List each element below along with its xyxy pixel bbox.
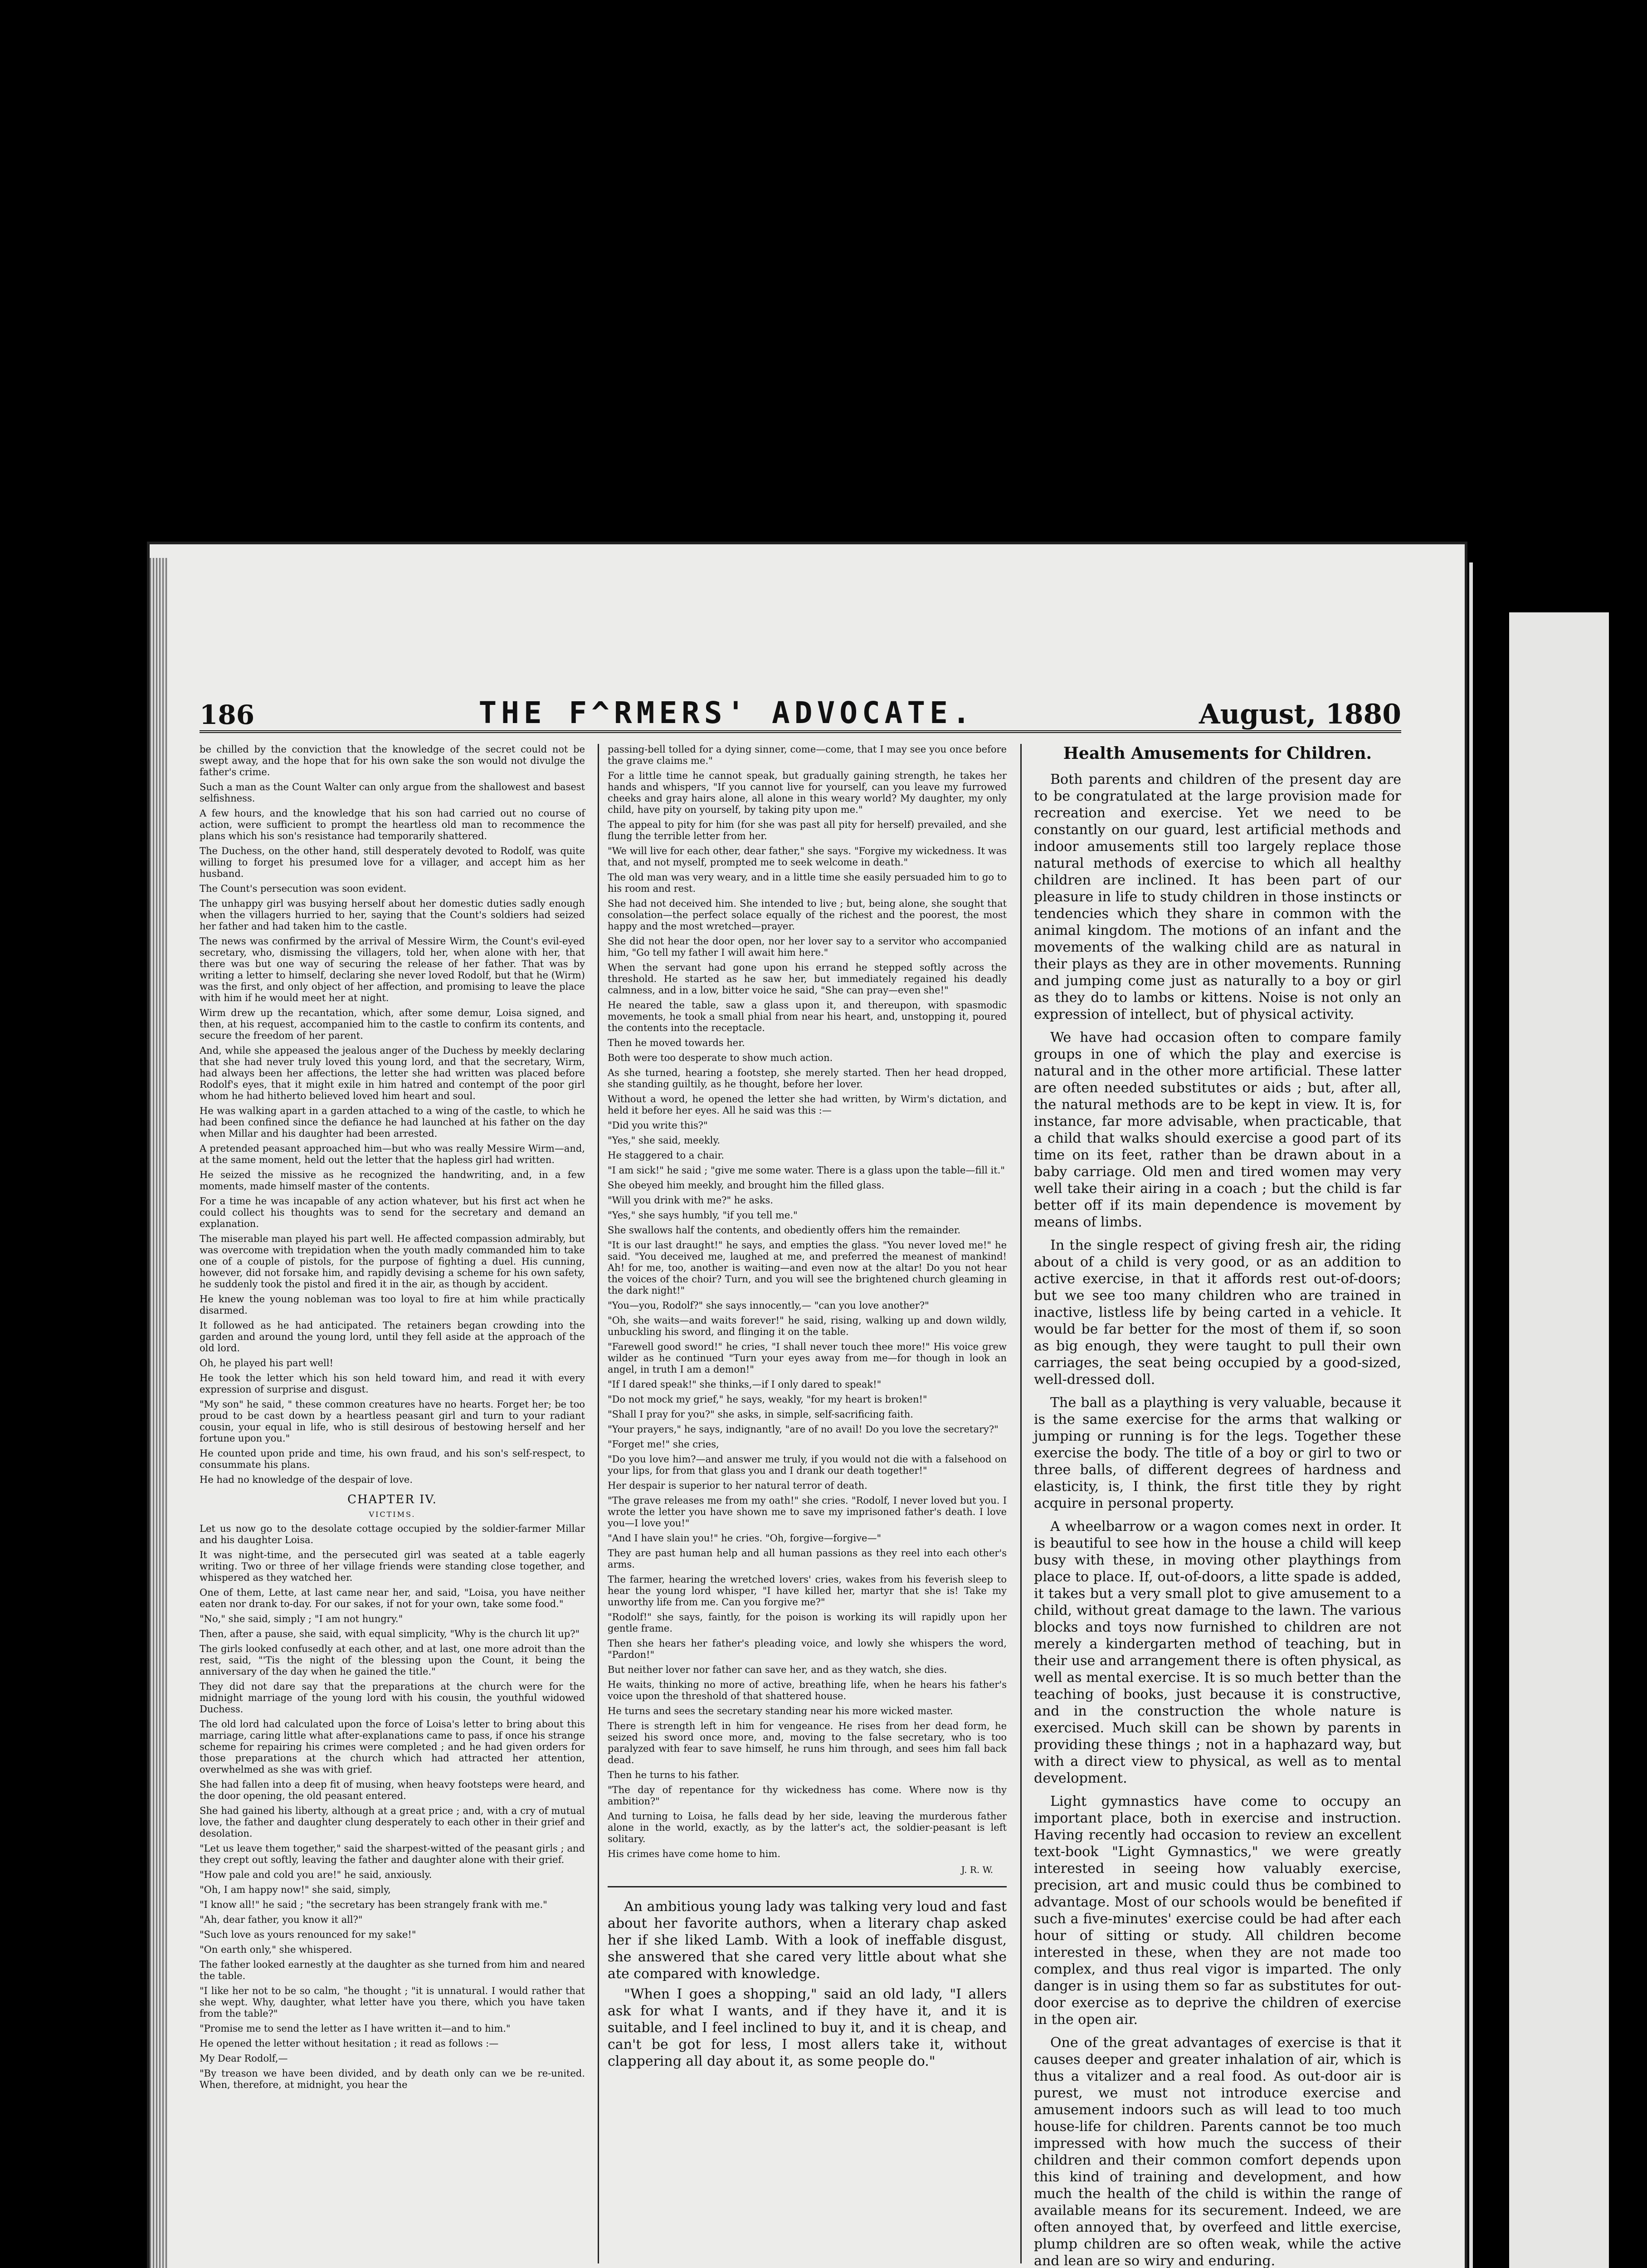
paragraph: The old man was very weary, and in a little time she easily persuaded him to go to his room and rest. (608, 872, 1007, 894)
paragraph: Then she hears her father's pleading voice, and lowly she whispers the word, "Pardon!" (608, 1638, 1007, 1660)
paragraph: "It is our last draught!" he says, and empties the glass. "You never loved me!" he said. "You deceived me, laughed at me, and preferred the meanest of mankind! Ah! for me, too, another is waiting—and even now at the altar! Do you not hear the voices of the choir? Turn, and you will see the brightened church gleaming in the dark night!" (608, 1240, 1007, 1296)
article-heading: Health Amusements for Children. (1063, 744, 1372, 763)
paragraph: "I like her not to be so calm, "he thought ; "it is unnatural. I would rather that she wept. Why, daughter, what letter have you there, which you have taken from the table?" (200, 1985, 585, 2019)
paragraph: A few hours, and the knowledge that his son had carried out no course of action, were sufficient to prompt the heartless old man to recommence the plans which his son's resistance had temporarily shattered. (200, 808, 585, 841)
paragraph: "Yes," she says humbly, "if you tell me." (608, 1210, 798, 1221)
chapter-heading: CHAPTER IV. (347, 1493, 437, 1506)
paragraph: The farmer, hearing the wretched lovers' cries, wakes from his feverish sleep to hear the young lord whisper, "I have killed her, martyr that she is! Take my unworthy life from me. Can you forgive me?" (608, 1574, 1007, 1608)
paragraph: Oh, he played his part well! (200, 1358, 333, 1369)
paragraph: They did not dare say that the preparations at the church were for the midnight marriage of the young lord with his cousin, the youthful widowed Duchess. (200, 1681, 585, 1715)
paragraph: The unhappy girl was busying herself about her domestic duties sadly enough when the villagers hurried to her, saying that the Count's soldiers had seized her father and had taken him to the castle. (200, 898, 585, 932)
paragraph: "Forget me!" she cries, (608, 1439, 719, 1450)
paragraph: "Let us leave them together," said the sharpest-witted of the peasant girls ; and they crept out softly, leaving the father and daughter alone with their grief. (200, 1843, 585, 1865)
paragraph: "By treason we have been divided, and by death only can we be re-united. When, therefore, at midnight, you hear the (200, 2068, 585, 2090)
paragraph: "Your prayers," he says, indignantly, "are of no avail! Do you love the secretary?" (608, 1424, 999, 1435)
paragraph: He waits, thinking no more of active, breathing life, when he hears his father's voice upon the threshold of that shattered house. (608, 1679, 1007, 1701)
column-divider (1020, 744, 1022, 2263)
page-number: 186 (200, 699, 255, 730)
paragraph: "Oh, she waits—and waits forever!" he said, rising, walking up and down wildly, unbuckling his sword, and flinging it on the table. (608, 1315, 1007, 1337)
author-signature: J. R. W. (961, 1864, 993, 1875)
paragraph: She had fallen into a deep fit of musing, when heavy footsteps were heard, and the door opening, the old peasant entered. (200, 1779, 585, 1801)
column-2-serial-story (608, 744, 1007, 2073)
paragraph: "Yes," she said, meekly. (608, 1135, 721, 1146)
paragraph: The old lord had calculated upon the force of Loisa's letter to bring about this marriage, caring little what after-explanations came to pass, if once his strange scheme for repairing his crimes were completed ; and he had given orders for those preparations at the church which had attracted her attention, overwhelmed as she was with grief. (200, 1719, 585, 1775)
paragraph: "No," she said, simply ; "I am not hungry." (200, 1613, 403, 1624)
anecdotes (608, 1898, 1007, 2070)
paragraph: The girls looked confusedly at each other, and at last, one more adroit than the rest, said, "'Tis the night of the blessing upon the Count, it being the anniversary of the day when he gained the title." (200, 1643, 585, 1677)
paragraph: "I know all!" he said ; "the secretary has been strangely frank with me." (200, 1899, 547, 1910)
paragraph: "Will you drink with me?" he asks. (608, 1195, 773, 1206)
paragraph: The Count's persecution was soon evident. (200, 883, 407, 894)
paragraph: "Rodolf!" she says, faintly, for the poison is working its will rapidly upon her gentle frame. (608, 1612, 1007, 1634)
paragraph: The Duchess, on the other hand, still desperately devoted to Rodolf, was quite willing to forget his presumed love for a villager, and accept him as her husband. (200, 846, 585, 879)
chapter-subtitle: VICTIMS. (369, 1510, 416, 1519)
paragraph: And, while she appeased the jealous anger of the Duchess by meekly declaring that she had never truly loved this young lord, and that the secretary, Wirm, had always been her affections, the letter she had written was placed before Rodolf's eyes, that it might exile in him hatred and contempt of the poor girl whom he had hitherto believed loved him heart and soul. (200, 1045, 585, 1101)
paragraph: For a little time he cannot speak, but gradually gaining strength, he takes her hands and whispers, "If you cannot live for yourself, can you leave my furrowed cheeks and gray hairs alone, all alone in this weary world? My daughter, my only child, have pity on yourself, by taking pity upon me." (608, 770, 1007, 815)
page-header (200, 680, 1401, 733)
story-paragraphs (608, 744, 1007, 1860)
paragraph: He opened the letter without hesitation ; it read as follows :— (200, 2038, 499, 2049)
paragraph: "Oh, I am happy now!" she said, simply, (200, 1884, 391, 1895)
paragraph: She had not deceived him. She intended to live ; but, being alone, she sought that consolation—the perfect solace equally of the richest and the poorest, the most happy and the most wretched—prayer. (608, 898, 1007, 932)
paragraph: She obeyed him meekly, and brought him the filled glass. (608, 1180, 885, 1191)
paragraph: A wheelbarrow or a wagon comes next in order. It is beautiful to see how in the house a child will keep busy with these, in moving other playthings from place to place. If, out-of-doors, a litte spade is added, it takes but a very small plot to give amusement to a child, without great damage to the lawn. The various blocks and toys now furnished to children are not merely a kindergarten method of teaching, but in their use and arrangement there is often physical, as well as mental exercise. It is so much better than the teaching of books, just because it is constructive, and in the construction the whole nature is exercised. Much skill can be shown by parents in providing these things ; not in a haphazard way, but with a direct view to physical, as well as to mental development. (1034, 1519, 1401, 1786)
paragraph: She had gained his liberty, although at a great price ; and, with a cry of mutual love, the father and daughter clung desperately to each other in their grief and desolation. (200, 1805, 585, 1839)
paragraph: "The grave releases me from my oath!" she cries. "Rodolf, I never loved but you. I wrote the letter you have shown me to save my imprisoned father's death. I love you—I love you!" (608, 1495, 1007, 1529)
paragraph: "When I goes a shopping," said an old lady, "I allers ask for what I wants, and if they have it, and it is suitable, and I feel inclined to buy it, and it is cheap, and can't be got for less, I most allers take it, without clappering all day about it, as some people do." (608, 1986, 1007, 2069)
paragraph: "The day of repentance for thy wickedness has come. Where now is thy ambition?" (608, 1784, 1007, 1807)
paragraph: He took the letter which his son held toward him, and read it with every expression of surprise and disgust. (200, 1373, 585, 1395)
paragraph: The father looked earnestly at the daughter as she turned from him and neared the table. (200, 1959, 585, 1981)
paragraph: "Such love as yours renounced for my sake!" (200, 1929, 416, 1940)
paragraph: He had no knowledge of the despair of love. (200, 1474, 413, 1485)
article-paragraphs (1034, 771, 1401, 2268)
paragraph: "Promise me to send the letter as I have written it—and to him." (200, 2023, 511, 2034)
paragraph: Wirm drew up the recantation, which, after some demur, Loisa signed, and then, at his request, accompanied him to the castle to confirm its contents, and secure the freedom of her parent. (200, 1007, 585, 1041)
story-paragraphs (200, 744, 585, 1486)
newspaper-page (150, 544, 1465, 2268)
paragraph: The appeal to pity for him (for she was past all pity for herself) prevailed, and she flung the terrible letter from her. (608, 819, 1007, 841)
paragraph: "Farewell good sword!" he cries, "I shall never touch thee more!" His voice grew wilder as he continued "Turn your eyes away from me—for though in look an angel, in truth I am a demon!" (608, 1341, 1007, 1375)
paragraph: Then he turns to his father. (608, 1769, 740, 1780)
paragraph: When the servant had gone upon his errand he stepped softly across the threshold. He started as he saw her, but immediately regained his deadly calmness, and in a low, bitter voice he said, "She can pray—even she!" (608, 962, 1007, 996)
book-binding (150, 558, 168, 2268)
paragraph: "Do not mock my grief," he says, weakly, "for my heart is broken!" (608, 1394, 927, 1405)
column-1-serial-story (200, 744, 585, 2094)
masthead-title: THE F^RMERS' ADVOCATE. (478, 695, 975, 730)
paragraph: They are past human help and all human passions as they reel into each other's arms. (608, 1548, 1007, 1570)
paragraph: One of the great advantages of exercise is that it causes deeper and greater inhalation of air, which is thus a vitalizer and a real food. As out-door air is purest, we must not introduce exercise and amusement indoors such as will lead to too much house-life for children. Parents cannot be too much impressed with how much the success of their children and their common comfort depends upon this kind of training and development, and how much the health of the child is within the range of available means for its securement. Indeed, we are often annoyed that, by overfeed and little exercise, plump children are so often weak, while the active and lean are so wiry and enduring. (1034, 2035, 1401, 2268)
issue-date: August, 1880 (1199, 699, 1401, 730)
paragraph: "Shall I pray for you?" she asks, in simple, self-sacrificing faith. (608, 1409, 913, 1420)
paragraph: He neared the table, saw a glass upon it, and thereupon, with spasmodic movements, he took a small phial from near his heart, and, unstopping it, poured the contents into the receptacle. (608, 1000, 1007, 1033)
paragraph: The news was confirmed by the arrival of Messire Wirm, the Count's evil-eyed secretary, who, dismissing the villagers, told her, when alone with her, that there was but one way of securing the release of her father. That was by writing a letter to himself, declaring she never loved Rodolf, but that he (Wirm) was the first, and only object of her affection, and promising to leave the place with him if he would meet her at night. (200, 936, 585, 1003)
facing-page-edge (1469, 562, 1609, 2268)
paragraph: One of them, Lette, at last came near her, and said, "Loisa, you have neither eaten nor drank to-day. For our sakes, if not for your own, take some food." (200, 1587, 585, 1609)
paragraph: passing-bell tolled for a dying sinner, come—come, that I may see you once before the grave claims me." (608, 744, 1007, 766)
paragraph: In the single respect of giving fresh air, the riding about of a child is very good, or as an addition to active exercise, in that it affords rest out-of-doors; but we see too many children who are trained in inactive, listless life by being carted in a vehicle. It would be far better for the most of them if, so soon as big enough, they were taught to pull their own carriages, the seat being occupied by a good-sized, well-dressed doll. (1034, 1237, 1401, 1388)
paragraph: For a time he was incapable of any action whatever, but his first act when he could collect his thoughts was to send for the secretary and demand an explanation. (200, 1196, 585, 1229)
paragraph: As she turned, hearing a footstep, she merely started. Then her head dropped, she standing guiltily, as he thought, before her lover. (608, 1067, 1007, 1090)
paragraph: "On earth only," she whispered. (200, 1944, 352, 1955)
paragraph: He knew the young nobleman was too loyal to fire at him while practically disarmed. (200, 1294, 585, 1316)
story-paragraphs-continued (200, 1523, 585, 2091)
paragraph: He seized the missive as he recognized the handwriting, and, in a few moments, made himself master of the contents. (200, 1169, 585, 1192)
paragraph: "And I have slain you!" he cries. "Oh, forgive—forgive—" (608, 1533, 882, 1544)
column-3-article (1034, 744, 1401, 2268)
paragraph: We have had occasion often to compare family groups in one of which the play and exercise is natural and in the other more artificial. These latter are often needed substitutes or aids ; but, after all, the natural methods are to be kept in view. It is, for instance, far more advisable, when practicable, that a child that walks should exercise a good part of its time on its feet, rather than be drawn about in a baby carriage. Old men and tired women may very well take their airing in a coach ; but the child is far better off if its main dependence is movement by means of limbs. (1034, 1030, 1401, 1230)
paragraph: It followed as he had anticipated. The retainers began crowding into the garden and around the young lord, until they fell aside at the approach of the old lord. (200, 1320, 585, 1354)
paragraph: Her despair is superior to her natural terror of death. (608, 1480, 867, 1491)
paragraph: "How pale and cold you are!" he said, anxiously. (200, 1869, 432, 1880)
facing-page-leaf (1509, 612, 1609, 2268)
paragraph: There is strength left in him for vengeance. He rises from her dead form, he seized his sword once more, and, moving to the false secretary, who is too paralyzed with fear to save himself, he runs him through, and sees him fall back dead. (608, 1721, 1007, 1765)
column-divider (598, 744, 599, 2263)
paragraph: It was night-time, and the persecuted girl was seated at a table eagerly writing. Two or three of her village friends were standing close together, and whispered as they watched her. (200, 1549, 585, 1583)
paragraph: But neither lover nor father can save her, and as they watch, she dies. (608, 1664, 947, 1675)
paragraph: He turns and sees the secretary standing near his more wicked master. (608, 1706, 953, 1716)
paragraph: A pretended peasant approached him—but who was really Messire Wirm—and, at the same moment, held out the letter that the hapless girl had written. (200, 1143, 585, 1165)
paragraph: "Did you write this?" (608, 1120, 708, 1131)
paragraph: "We will live for each other, dear father," she says. "Forgive my wickedness. It was that, and not myself, prompted me to seek welcome in death." (608, 846, 1007, 868)
paragraph: "My son" he said, " these common creatures have no hearts. Forget her; be too proud to be cast down by a heartless peasant girl and turn to your radiant cousin, your equal in life, who is still desirous of bestowing herself and her fortune upon you." (200, 1399, 585, 1444)
paragraph: "You—you, Rodolf?" she says innocently,— "can you love another?" (608, 1300, 929, 1311)
paragraph: My Dear Rodolf,— (200, 2053, 288, 2064)
paragraph: Light gymnastics have come to occupy an important place, both in exercise and instruction. Having recently had occasion to review an excellent text-book "Light Gymnastics," we were greatly interested in seeing how valuably exercise, precision, art and music could thus be combined to advantage. Most of our schools would be benefited if such a five-minutes' exercise could be had after each hour of sitting or study. All children become interested in these, when they are not made too complex, and thus real vigor is imparted. The only danger is in using them so far as substitutes for out-door exercise as to deprive the children of exercise in the open air. (1034, 1794, 1401, 2028)
paragraph: Then, after a pause, she said, with equal simplicity, "Why is the church lit up?" (200, 1628, 580, 1639)
paragraph: Such a man as the Count Walter can only argue from the shallowest and basest selfishness. (200, 782, 585, 804)
paragraph: He counted upon pride and time, his own fraud, and his son's self-respect, to consummate his plans. (200, 1448, 585, 1470)
paragraph: "If I dared speak!" she thinks,—if I only dared to speak!" (608, 1379, 882, 1390)
paragraph: She did not hear the door open, nor her lover say to a servitor who accompanied him, "Go tell my father I will await him here." (608, 936, 1007, 958)
paragraph: be chilled by the conviction that the knowledge of the secret could not be swept away, and the hope that for his own sake the son would not divulge the father's crime. (200, 744, 585, 777)
paragraph: "Do you love him?—and answer me truly, if you would not die with a falsehood on your lips, for from that glass you and I drank our death together!" (608, 1454, 1007, 1476)
paragraph: She swallows half the contents, and obediently offers him the remainder. (608, 1225, 961, 1236)
paragraph: He was walking apart in a garden attached to a wing of the castle, to which he had been confined since the defiance he had launched at his father on the day when Millar and his daughter had been arrested. (200, 1105, 585, 1139)
paragraph: Both parents and children of the present day are to be congratulated at the large provision made for recreation and exercise. Yet we need to be constantly on our guard, lest artificial methods and indoor amusements still too largely replace those natural methods of exercise to which all healthy children are inclined. It has been part of our pleasure in life to study children in those instincts or tendencies which they share in common with the animal kingdom. The motions of an infant and the movements of the walking child are as natural in their plays as they are in other movements. Running and jumping come just as naturally to a boy or girl as they do to lambs or kittens. Noise is not only an expression of intellect, but of physical activity. (1034, 772, 1401, 1022)
paragraph: And turning to Loisa, he falls dead by her side, leaving the murderous father alone in the world, exactly, as by the latter's act, the soldier-peasant is left solitary. (608, 1811, 1007, 1844)
paragraph: "Ah, dear father, you know it all?" (200, 1914, 363, 1925)
paragraph: He staggered to a chair. (608, 1150, 724, 1161)
paragraph: The ball as a plaything is very valuable, because it is the same exercise for the arms that walking or jumping or running is for the legs. Together these exercise the body. The title of a boy or girl to two or three balls, of different degrees of hardness and elasticity, is, I think, the first title they by right acquire in personal property. (1034, 1395, 1401, 1511)
paragraph: The miserable man played his part well. He affected compassion admirably, but was overcome with trepidation when the youth madly commanded him to take one of a couple of pistols, for the purpose of fighting a duel. His cunning, however, did not forsake him, and rapidly devising a scheme for his own safety, he suddenly took the pistol and fired it in the air, as though by accident. (200, 1233, 585, 1290)
section-divider (608, 1886, 1007, 1887)
paragraph: His crimes have come home to him. (608, 1848, 780, 1859)
paragraph: Both were too desperate to show much action. (608, 1052, 833, 1063)
paragraph: Without a word, he opened the letter she had written, by Wirm's dictation, and held it before her eyes. All he said was this :— (608, 1094, 1007, 1116)
paragraph: "I am sick!" he said ; "give me some water. There is a glass upon the table—fill it." (608, 1165, 1005, 1176)
paragraph: Let us now go to the desolate cottage occupied by the soldier-farmer Millar and his daughter Loisa. (200, 1523, 585, 1545)
paragraph: Then he moved towards her. (608, 1037, 745, 1048)
paragraph: An ambitious young lady was talking very loud and fast about her favorite authors, when a literary chap asked her if she liked Lamb. With a look of ineffable disgust, she answered that she cared very little about what she ate compared with knowledge. (608, 1899, 1007, 1982)
